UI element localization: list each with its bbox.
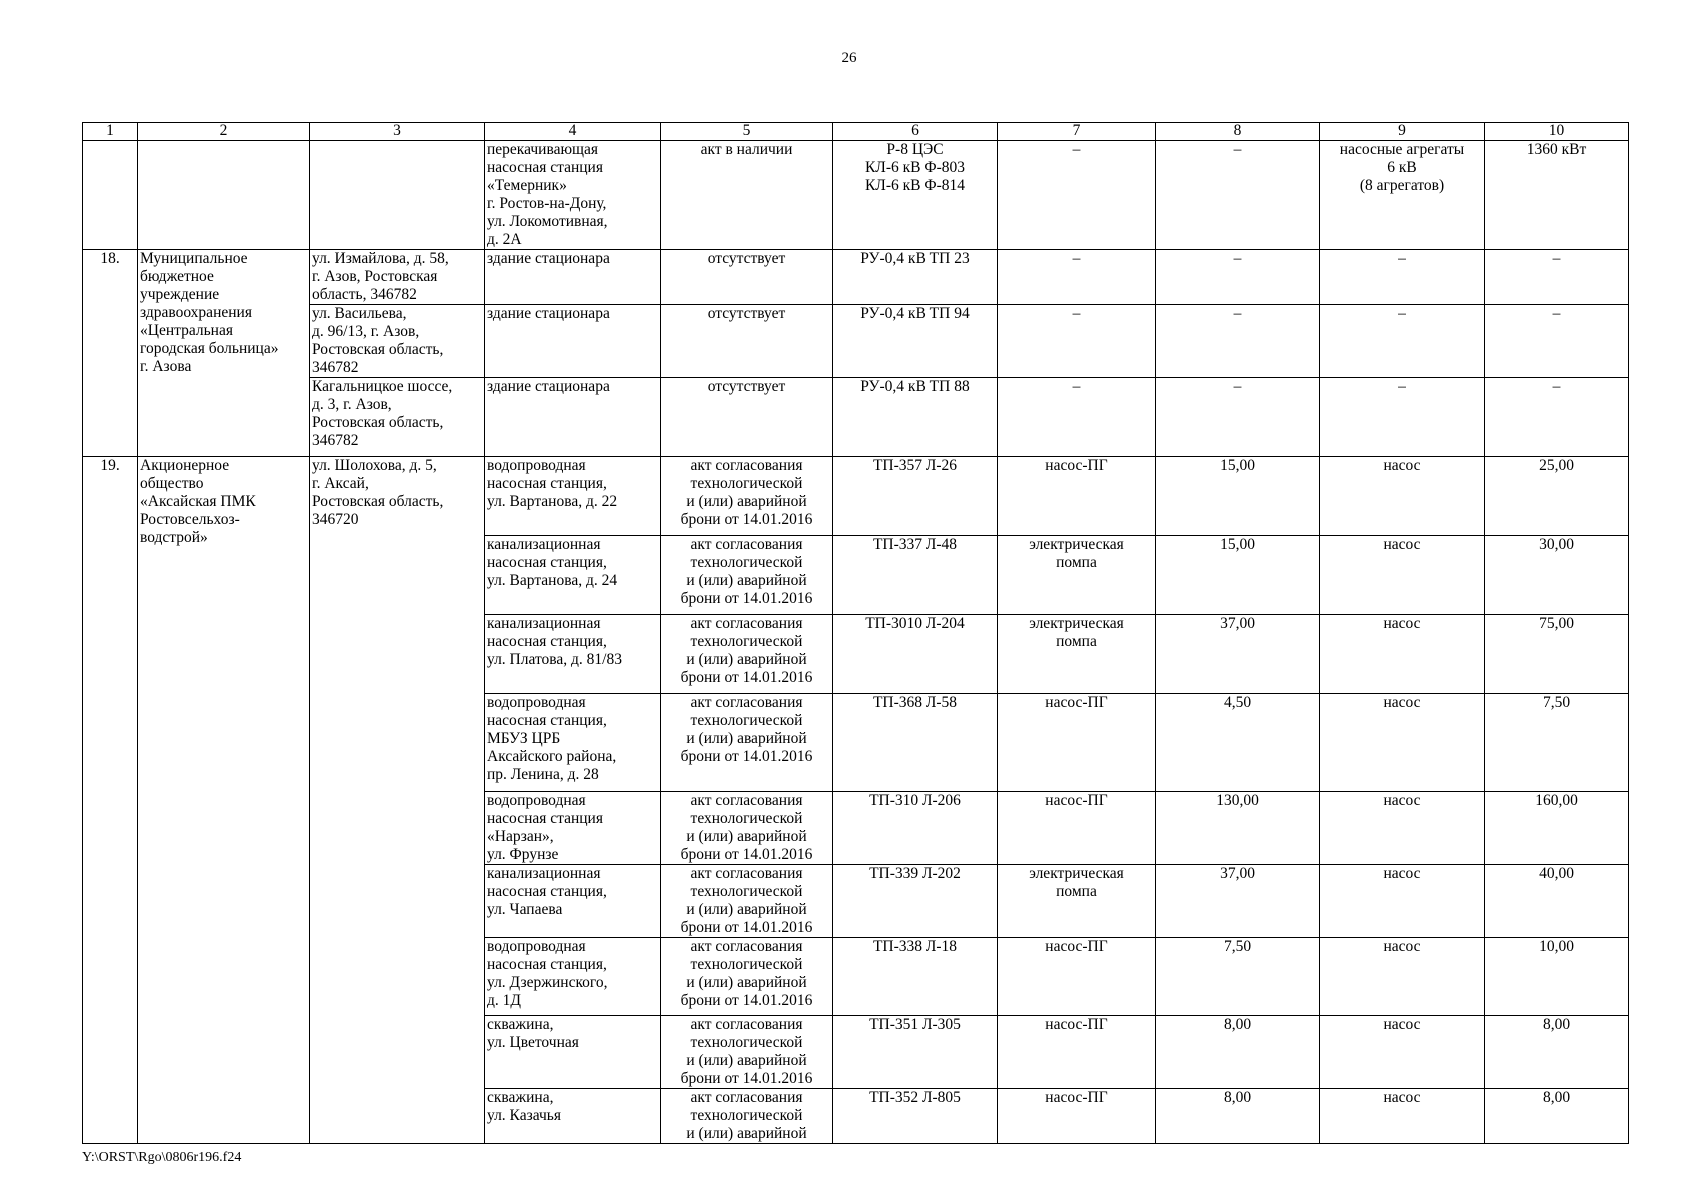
col8-cell: 15,00 (1156, 536, 1320, 615)
col9-cell: – (1320, 378, 1485, 457)
object-cell: скважина, ул. Казачья (485, 1089, 661, 1144)
act-cell: акт согласования технологической и (или) аварийной брони от 14.01.2016 (661, 865, 833, 938)
act-cell: акт согласования технологической и (или) аварийной брони от 14.01.2016 (661, 792, 833, 865)
col10-cell: 40,00 (1485, 865, 1629, 938)
act-cell: акт согласования технологической и (или) аварийной брони от 14.01.2016 (661, 457, 833, 536)
power-source-cell: РУ-0,4 кВ ТП 23 (833, 250, 998, 305)
col9-cell: насос (1320, 1089, 1485, 1144)
table-row (83, 141, 1629, 250)
file-path-footer: Y:\ORST\Rgo\0806r196.f24 (82, 1150, 242, 1165)
col7-cell: насос-ПГ (998, 1089, 1156, 1144)
table-row (83, 305, 1629, 378)
col7-cell: насос-ПГ (998, 694, 1156, 792)
power-source-cell: ТП-339 Л-202 (833, 865, 998, 938)
column-number: 3 (310, 123, 485, 141)
col8-cell: 8,00 (1156, 1089, 1320, 1144)
act-cell: акт согласования технологической и (или) аварийной брони от 14.01.2016 (661, 615, 833, 694)
col8-cell: – (1156, 141, 1320, 250)
col10-cell: – (1485, 305, 1629, 378)
power-source-cell: ТП-368 Л-58 (833, 694, 998, 792)
table-row (83, 250, 1629, 305)
address-cell: ул. Васильева, д. 96/13, г. Азов, Ростовская область, 346782 (310, 305, 485, 378)
col9-cell: насос (1320, 792, 1485, 865)
col9-cell: насос (1320, 694, 1485, 792)
act-cell: акт согласования технологической и (или) аварийной (661, 1089, 833, 1144)
object-cell: водопроводная насосная станция, МБУЗ ЦРБ Аксайского района, пр. Ленина, д. 28 (485, 694, 661, 792)
col9-cell: насос (1320, 1016, 1485, 1089)
object-cell: канализационная насосная станция, ул. Платова, д. 81/83 (485, 615, 661, 694)
power-source-cell: ТП-338 Л-18 (833, 938, 998, 1016)
col7-cell: – (998, 250, 1156, 305)
col9-cell: насосные агрегаты 6 кВ (8 агрегатов) (1320, 141, 1485, 250)
col9-cell: насос (1320, 938, 1485, 1016)
column-number: 4 (485, 123, 661, 141)
object-cell: водопроводная насосная станция, ул. Дзержинского, д. 1Д (485, 938, 661, 1016)
col10-cell: – (1485, 378, 1629, 457)
col8-cell: 8,00 (1156, 1016, 1320, 1089)
col10-cell: 8,00 (1485, 1016, 1629, 1089)
object-cell: водопроводная насосная станция, ул. Вартанова, д. 22 (485, 457, 661, 536)
object-cell: перекачивающая насосная станция «Темерник» г. Ростов-на-Дону, ул. Локомотивная, д. 2А (485, 141, 661, 250)
col10-cell: 160,00 (1485, 792, 1629, 865)
col10-cell: 30,00 (1485, 536, 1629, 615)
organization-name: Муниципальное бюджетное учреждение здравоохранения «Центральная городская больница» г. Азова (138, 250, 310, 457)
col7-cell: – (998, 378, 1156, 457)
col7-cell: электрическая помпа (998, 615, 1156, 694)
power-source-cell: ТП-3010 Л-204 (833, 615, 998, 694)
act-cell: отсутствует (661, 250, 833, 305)
col8-cell: – (1156, 250, 1320, 305)
power-source-cell: ТП-357 Л-26 (833, 457, 998, 536)
col7-cell: насос-ПГ (998, 792, 1156, 865)
power-source-cell: ТП-337 Л-48 (833, 536, 998, 615)
address-cell: Кагальницкое шоссе, д. 3, г. Азов, Ростовская область, 346782 (310, 378, 485, 457)
object-cell: водопроводная насосная станция «Нарзан», ул. Фрунзе (485, 792, 661, 865)
column-number: 2 (138, 123, 310, 141)
column-number: 6 (833, 123, 998, 141)
col10-cell: 10,00 (1485, 938, 1629, 1016)
act-cell: отсутствует (661, 378, 833, 457)
table-row (83, 457, 1629, 536)
power-source-cell: ТП-351 Л-305 (833, 1016, 998, 1089)
act-cell: акт в наличии (661, 141, 833, 250)
data-table (82, 122, 1629, 1144)
col8-cell: 37,00 (1156, 615, 1320, 694)
act-cell: отсутствует (661, 305, 833, 378)
object-cell: канализационная насосная станция, ул. Вартанова, д. 24 (485, 536, 661, 615)
object-cell: здание стационара (485, 250, 661, 305)
col7-cell: насос-ПГ (998, 457, 1156, 536)
address-cell: ул. Измайлова, д. 58, г. Азов, Ростовская область, 346782 (310, 250, 485, 305)
organization-cell (138, 141, 310, 250)
col8-cell: 4,50 (1156, 694, 1320, 792)
col8-cell: 15,00 (1156, 457, 1320, 536)
col9-cell: насос (1320, 865, 1485, 938)
col8-cell: – (1156, 378, 1320, 457)
row-number: 18. (83, 250, 138, 457)
col8-cell: 37,00 (1156, 865, 1320, 938)
power-source-cell: Р-8 ЦЭС КЛ-6 кВ Ф-803 КЛ-6 кВ Ф-814 (833, 141, 998, 250)
table-row (83, 378, 1629, 457)
object-cell: канализационная насосная станция, ул. Чапаева (485, 865, 661, 938)
column-number-row (83, 123, 1629, 141)
column-number: 9 (1320, 123, 1485, 141)
object-cell: здание стационара (485, 305, 661, 378)
col10-cell: 75,00 (1485, 615, 1629, 694)
col7-cell: электрическая помпа (998, 536, 1156, 615)
col9-cell: насос (1320, 457, 1485, 536)
col7-cell: электрическая помпа (998, 865, 1156, 938)
organization-name: Акционерное общество «Аксайская ПМК Ростовсельхоз- водстрой» (138, 457, 310, 1144)
column-number: 1 (83, 123, 138, 141)
col10-cell: 8,00 (1485, 1089, 1629, 1144)
col10-cell: 1360 кВт (1485, 141, 1629, 250)
column-number: 8 (1156, 123, 1320, 141)
col7-cell: насос-ПГ (998, 938, 1156, 1016)
act-cell: акт согласования технологической и (или) аварийной брони от 14.01.2016 (661, 694, 833, 792)
col8-cell: – (1156, 305, 1320, 378)
act-cell: акт согласования технологической и (или) аварийной брони от 14.01.2016 (661, 536, 833, 615)
col7-cell: – (998, 141, 1156, 250)
col9-cell: – (1320, 305, 1485, 378)
page-number: 26 (841, 50, 857, 66)
object-cell: здание стационара (485, 378, 661, 457)
row-number-cell (83, 141, 138, 250)
column-number: 10 (1485, 123, 1629, 141)
col7-cell: – (998, 305, 1156, 378)
column-number: 5 (661, 123, 833, 141)
col8-cell: 7,50 (1156, 938, 1320, 1016)
power-source-cell: РУ-0,4 кВ ТП 88 (833, 378, 998, 457)
act-cell: акт согласования технологической и (или) аварийной брони от 14.01.2016 (661, 1016, 833, 1089)
row-number: 19. (83, 457, 138, 1144)
address-cell: ул. Шолохова, д. 5, г. Аксай, Ростовская область, 346720 (310, 457, 485, 1144)
col9-cell: насос (1320, 615, 1485, 694)
col10-cell: 25,00 (1485, 457, 1629, 536)
object-cell: скважина, ул. Цветочная (485, 1016, 661, 1089)
act-cell: акт согласования технологической и (или) аварийной брони от 14.01.2016 (661, 938, 833, 1016)
col9-cell: насос (1320, 536, 1485, 615)
col10-cell: 7,50 (1485, 694, 1629, 792)
column-number: 7 (998, 123, 1156, 141)
col9-cell: – (1320, 250, 1485, 305)
col10-cell: – (1485, 250, 1629, 305)
power-source-cell: РУ-0,4 кВ ТП 94 (833, 305, 998, 378)
power-source-cell: ТП-352 Л-805 (833, 1089, 998, 1144)
address-cell (310, 141, 485, 250)
col8-cell: 130,00 (1156, 792, 1320, 865)
power-source-cell: ТП-310 Л-206 (833, 792, 998, 865)
col7-cell: насос-ПГ (998, 1016, 1156, 1089)
